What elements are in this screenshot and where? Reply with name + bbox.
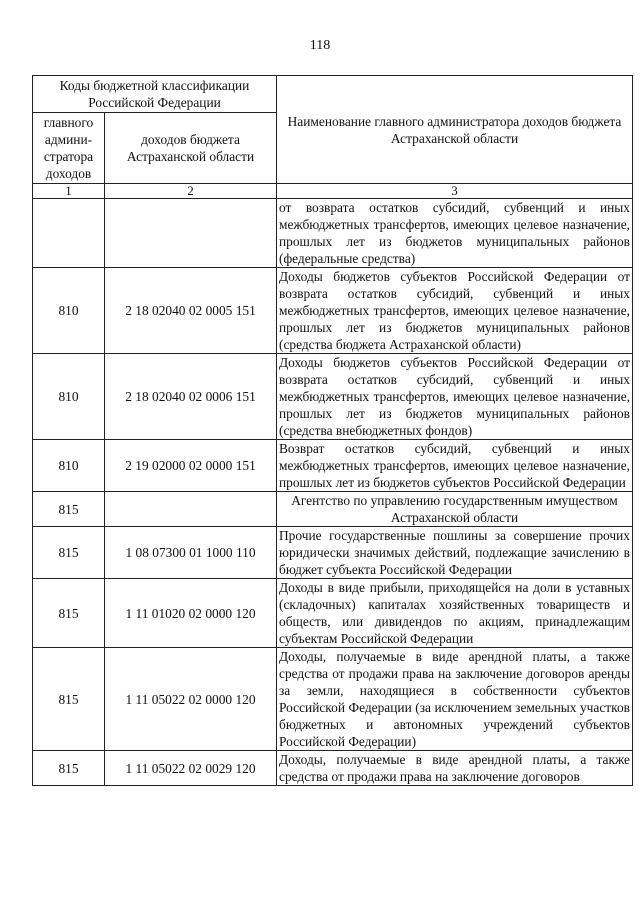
admin-code-cell bbox=[33, 199, 105, 268]
table-row bbox=[33, 527, 633, 579]
page-number: 118 bbox=[309, 38, 331, 53]
header-main-administrator-code: главного админи-стратора доходов bbox=[33, 113, 105, 184]
revenue-name-cell: Доходы бюджетов субъектов Российской Федерации от возврата остатков субсидий, субвенций и иных межбюджетных трансфертов, имеющих целевое назначение, прошлых лет из бюджетов муниципальных районов (средства бюджета Астраханской области) bbox=[277, 268, 633, 354]
table-row bbox=[33, 648, 633, 751]
budget-code-cell: 1 11 01020 02 0000 120 bbox=[105, 579, 277, 648]
table-row bbox=[33, 354, 633, 440]
budget-code-cell: 2 19 02000 02 0000 151 bbox=[105, 440, 277, 492]
revenue-name-cell: Доходы бюджетов субъектов Российской Федерации от возврата остатков субсидий, субвенций и иных межбюджетных трансфертов, имеющих целевое назначение, прошлых лет из бюджетов муниципальных районов (средства внебюджетных фондов) bbox=[277, 354, 633, 440]
header-row-numbers bbox=[33, 184, 633, 199]
admin-code-cell: 815 bbox=[33, 579, 105, 648]
admin-code-cell: 815 bbox=[33, 527, 105, 579]
header-administrator-name: Наименование главного администратора доходов бюджета Астраханской области bbox=[277, 76, 633, 184]
budget-code-cell bbox=[105, 492, 277, 527]
header-row-group bbox=[33, 76, 633, 113]
admin-code-cell: 810 bbox=[33, 440, 105, 492]
table-row bbox=[33, 751, 633, 786]
budget-classification-table bbox=[32, 75, 633, 786]
table-row bbox=[33, 268, 633, 354]
table-row bbox=[33, 199, 633, 268]
admin-code-cell: 815 bbox=[33, 648, 105, 751]
agency-header-row bbox=[33, 492, 633, 527]
revenue-name-cell: Доходы в виде прибыли, приходящейся на доли в уставных (складочных) капиталах хозяйственных товариществ и обществ, или дивидендов по акциям, принадлежащим субъектам Российской Федерации bbox=[277, 579, 633, 648]
admin-code-cell: 815 bbox=[33, 751, 105, 786]
budget-code-cell: 1 11 05022 02 0029 120 bbox=[105, 751, 277, 786]
header-budget-revenue-code: доходов бюджета Астраханской области bbox=[105, 113, 277, 184]
revenue-name-cell: Прочие государственные пошлины за совершение прочих юридически значимых действий, подлежащие зачислению в бюджет субъекта Российской Федерации bbox=[277, 527, 633, 579]
revenue-name-cell: Возврат остатков субсидий, субвенций и иных межбюджетных трансфертов, имеющих целевое назначение, прошлых лет из бюджетов субъектов Российской Федерации bbox=[277, 440, 633, 492]
column-number-3: 3 bbox=[277, 184, 633, 199]
table-row bbox=[33, 440, 633, 492]
budget-code-cell bbox=[105, 199, 277, 268]
header-classification-codes: Коды бюджетной классификации Российской Федерации bbox=[33, 76, 277, 113]
table-row bbox=[33, 579, 633, 648]
admin-code-cell: 810 bbox=[33, 354, 105, 440]
budget-code-cell: 1 08 07300 01 1000 110 bbox=[105, 527, 277, 579]
admin-code-cell: 815 bbox=[33, 492, 105, 527]
budget-code-cell: 1 11 05022 02 0000 120 bbox=[105, 648, 277, 751]
column-number-1: 1 bbox=[33, 184, 105, 199]
revenue-name-cell: Доходы, получаемые в виде арендной платы, а также средства от продажи права на заключение договоров аренды за земли, находящиеся в собственности субъектов Российской Федерации (за исключением земельных участков бюджетных и автономных учреждений субъектов Российской Федерации) bbox=[277, 648, 633, 751]
budget-code-cell: 2 18 02040 02 0005 151 bbox=[105, 268, 277, 354]
budget-code-cell: 2 18 02040 02 0006 151 bbox=[105, 354, 277, 440]
admin-code-cell: 810 bbox=[33, 268, 105, 354]
revenue-name-cell: Доходы, получаемые в виде арендной платы, а также средства от продажи права на заключение договоров bbox=[277, 751, 633, 786]
column-number-2: 2 bbox=[105, 184, 277, 199]
agency-name-cell: Агентство по управлению государственным имуществом Астраханской области bbox=[277, 492, 633, 527]
revenue-name-cell: от возврата остатков субсидий, субвенций и иных межбюджетных трансфертов, имеющих целевое назначение, прошлых лет из бюджетов муниципальных районов (федеральные средства) bbox=[277, 199, 633, 268]
